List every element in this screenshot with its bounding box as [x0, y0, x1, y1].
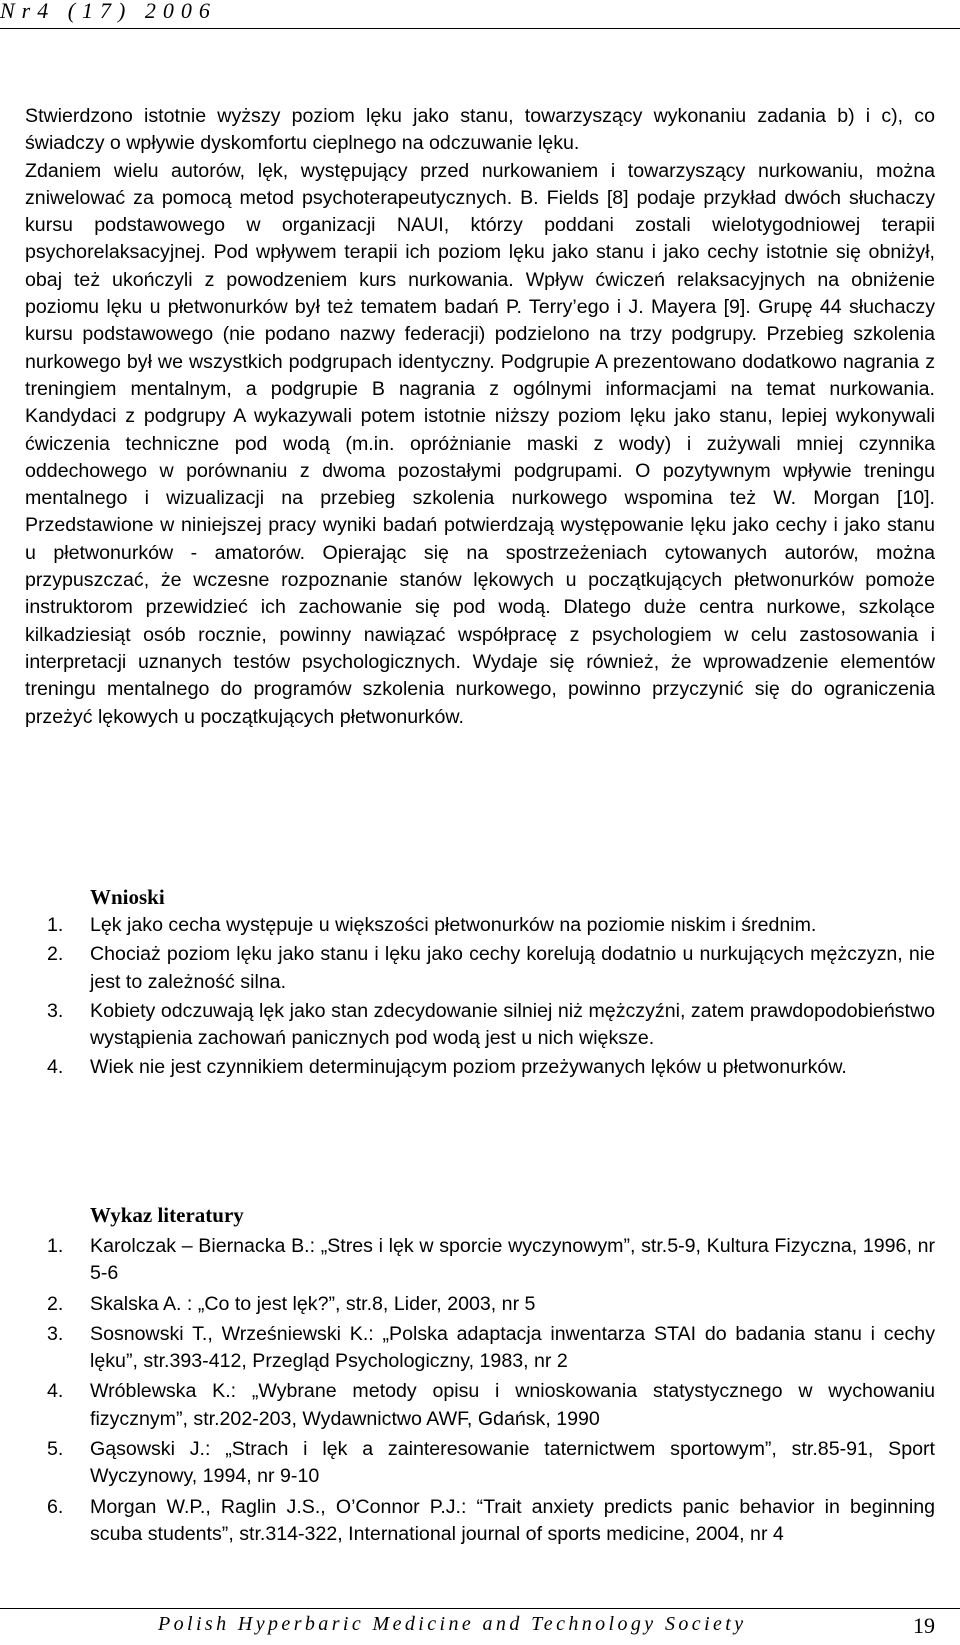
- references-heading: Wykaz literatury: [90, 1203, 244, 1227]
- running-footer: [0, 1608, 960, 1645]
- item-text: Gąsowski J.: „Strach i lęk a zainteresowanie taternictwem sportowym”, str.85-91, Sport Wyczynowy, 1994, nr 9-10: [90, 1438, 935, 1488]
- reference-item: [0, 1291, 960, 1318]
- item-text: Karolczak – Biernacka B.: „Stres i lęk w sporcie wyczynowym”, str.5-9, Kultura Fizyczna, 1996, nr 5-6: [90, 1235, 935, 1285]
- reference-item: [0, 1436, 960, 1491]
- paragraph: Zdaniem wielu autorów, lęk, występujący przed nurkowaniem i towarzyszący nurkowaniu, można zniwelować za pomocą metod psychoterapeutycznych. B. Fields [8] podaje przykład dwóch słuchaczy kursu podstawowego w organizacji NAUI, którzy poddani zostali wielotygodniowej terapii psychorelaksacyjnej. Pod wpływem terapii ich poziom lęku jako stanu i jako cechy istotnie się obniżył, obaj też ukończyli z powodzeniem kurs nurkowania. Wpływ ćwiczeń relaksacyjnych na obniżenie poziomu lęku u płetwonurków był też tematem badań P. Terry’ego i J. Mayera [9]. Grupę 44 słuchaczy kursu podstawowego (nie podano nazwy federacji) podzielono na trzy podgrupy. Przebieg szkolenia nurkowego był we wszystkich podgrupach identyczny. Podgrupie A prezentowano dodatkowo nagrania z treningiem mentalnym, a podgrupie B nagrania z ogólnymi informacjami na temat nurkowania. Kandydaci z podgrupy A wykazywali potem istotnie niższy poziom lęku jako stanu, lepiej wykonywali ćwiczenia techniczne pod wodą (m.in. opróżnianie maski z wody) i zużywali mniej czynnika oddechowego w porównaniu z dwoma pozostałymi podgrupami. O pozytywnym wpływie treningu mentalnego i wizualizacji na przebieg szkolenia nurkowego wspomina też W. Morgan [10]. Przedstawione w niniejszej pracy wyniki badań potwierdzają występowanie lęku jako cechy i jako stanu u płetwonurków - amatorów. Opierając się na spostrzeżeniach cytowanych autorów, można przypuszczać, że wczesne rozpoznanie stanów lękowych u początkujących płetwonurków pomoże instruktorom przewidzieć ich zachowanie się pod wodą. Dlatego duże centra nurkowe, szkolące kilkadziesiąt osób rocznie, powinny nawiązać współpracę z psychologiem w celu zastosowania i interpretacji uznanych testów psychologicznych. Wydaje się również, że wprowadzenie elementów treningu mentalnego do programów szkolenia nurkowego, powinno przyczynić się do ograniczenia przeżyć lękowych u początkujących płetwonurków.: [25, 159, 935, 728]
- running-header: [0, 0, 960, 29]
- item-text: Wiek nie jest czynnikiem determinującym poziom przeżywanych lęków u płetwonurków.: [90, 1056, 847, 1079]
- list-item: [0, 941, 960, 996]
- conclusions-heading: Wnioski: [90, 885, 165, 909]
- item-text: Morgan W.P., Raglin J.S., O’Connor P.J.: “Trait anxiety predicts panic behavior in beginning scuba students”, str.314-322, International journal of sports medicine, 2004, nr 4: [90, 1495, 935, 1545]
- page-number: 19: [913, 1613, 935, 1638]
- item-number: 3.: [47, 999, 64, 1022]
- references-list: [0, 1233, 960, 1551]
- reference-item: [0, 1321, 960, 1376]
- conclusions-list: [0, 912, 960, 1084]
- issue-label: Nr4 (17) 2006: [0, 0, 217, 23]
- list-item: [0, 1054, 960, 1081]
- item-text: Skalska A. : „Co to jest lęk?”, str.8, Lider, 2003, nr 5: [90, 1292, 536, 1315]
- society-name: Polish Hyperbaric Medicine and Technology Society: [158, 1613, 747, 1635]
- item-text: Sosnowski T., Wrześniewski K.: „Polska adaptacja inwentarza STAI do badania stanu i cechy lęku”, str.393-412, Przegląd Psychologiczny, 1983, nr 2: [90, 1322, 935, 1373]
- list-item: [0, 912, 960, 939]
- reference-item: [0, 1378, 960, 1433]
- item-text: Wróblewska K.: „Wybrane metody opisu i wnioskowania statystycznego w wychowaniu fizycznym”, str.202-203, Wydawnictwo AWF, Gdańsk, 1990: [90, 1380, 935, 1430]
- body-text: [25, 103, 935, 731]
- item-number: 1.: [47, 914, 64, 936]
- item-number: 6.: [47, 1495, 64, 1518]
- item-number: 5.: [47, 1438, 64, 1461]
- item-number: 3.: [47, 1322, 64, 1345]
- item-text: Lęk jako cecha występuje u większości płetwonurków na poziomie niskim i średnim.: [90, 914, 817, 936]
- item-number: 2.: [47, 943, 64, 966]
- item-number: 4.: [47, 1056, 64, 1079]
- item-text: Chociaż poziom lęku jako stanu i lęku jako cechy korelują dodatnio u nurkujących mężczyzn, nie jest to zależność silna.: [90, 943, 935, 993]
- paragraph: Stwierdzono istotnie wyższy poziom lęku jako stanu, towarzyszący wykonaniu zadania b) i c), co świadczy o wpływie dyskomfortu cieplnego na odczuwanie lęku.: [25, 105, 935, 155]
- reference-item: [0, 1233, 960, 1288]
- item-number: 2.: [47, 1292, 64, 1315]
- item-text: Kobiety odczuwają lęk jako stan zdecydowanie silniej niż mężczyźni, zatem prawdopodobieństwo wystąpienia zachowań panicznych pod wodą jest u nich większe.: [90, 999, 935, 1050]
- list-item: [0, 998, 960, 1053]
- reference-item: [0, 1494, 960, 1549]
- item-number: 1.: [47, 1235, 64, 1257]
- item-number: 4.: [47, 1380, 64, 1403]
